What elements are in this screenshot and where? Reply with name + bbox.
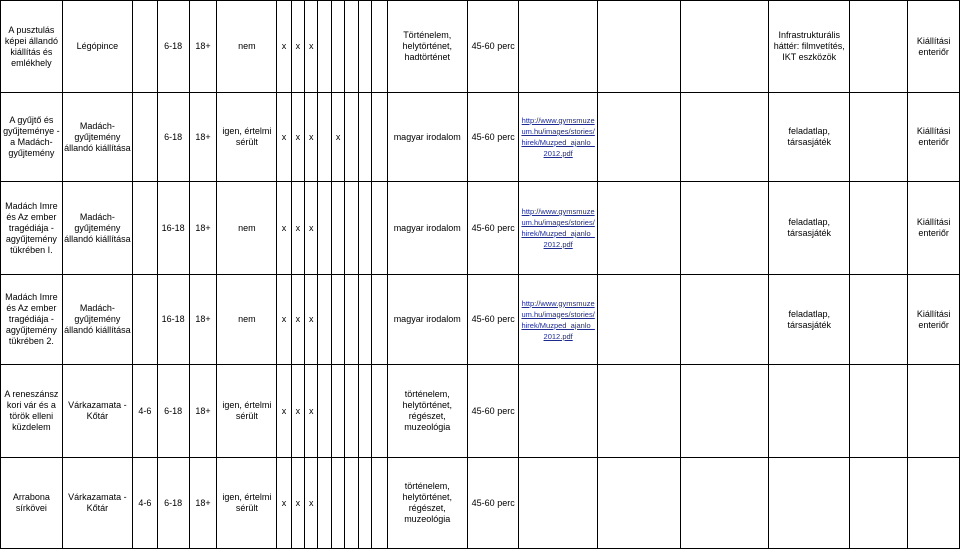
cell-empty — [358, 1, 371, 93]
cell-subject: magyar irodalom — [387, 182, 467, 275]
cell-mark-1: x — [277, 458, 291, 549]
cell-subject: történelem, helytörténet, régészet, muzeológia — [387, 365, 467, 458]
cell-venue: Kiállítási enteriőr — [908, 275, 960, 365]
cell-empty — [318, 275, 331, 365]
cell-mark-1: x — [277, 1, 291, 93]
pdf-link[interactable]: http://www.gymsmuzeum.hu/images/stories/hirek/Muzped_ajanlo_2012.pdf — [521, 298, 595, 341]
cell-mark-1: x — [277, 275, 291, 365]
cell-venue — [908, 365, 960, 458]
cell-empty — [681, 182, 769, 275]
cell-place: Madách-gyűjtemény állandó kiállítása — [62, 93, 132, 182]
cell-mark-3: x — [305, 365, 318, 458]
cell-empty — [372, 365, 387, 458]
cell-duration: 45-60 perc — [467, 275, 519, 365]
cell-duration: 45-60 perc — [467, 365, 519, 458]
cell-empty — [597, 275, 681, 365]
cell-empty — [345, 93, 358, 182]
cell-duration: 45-60 perc — [467, 93, 519, 182]
cell-empty — [850, 275, 908, 365]
cell-topic: Madách Imre és Az ember tragédiája - agyűjtemény tükrében 2. — [1, 275, 63, 365]
cell-venue: Kiállítási enteriőr — [908, 93, 960, 182]
cell-age: 6-18 — [157, 93, 189, 182]
cell-empty — [681, 275, 769, 365]
cell-age: 16-18 — [157, 275, 189, 365]
cell-empty — [597, 93, 681, 182]
cell-age: 6-18 — [157, 458, 189, 549]
cell-access: igen, értelmi sérült — [217, 458, 277, 549]
cell-tools: Infrastrukturális háttér: filmvetítés, IKT eszközök — [768, 1, 849, 93]
cell-empty — [597, 458, 681, 549]
cell-empty — [372, 93, 387, 182]
cell-tools: feladatlap, társasjáték — [768, 275, 849, 365]
cell-empty — [345, 365, 358, 458]
cell-subject: Történelem, helytörténet, hadtörténet — [387, 1, 467, 93]
cell-empty — [597, 365, 681, 458]
table-row — [1, 1, 960, 93]
cell-mark-2: x — [291, 275, 304, 365]
cell-duration: 45-60 perc — [467, 182, 519, 275]
cell-topic: A gyűjtő és gyűjteménye - a Madách-gyűjtemény — [1, 93, 63, 182]
cell-topic: A pusztulás képei állandó kiállítás és emlékhely — [1, 1, 63, 93]
cell-adult: 18+ — [189, 458, 217, 549]
cell-empty — [345, 182, 358, 275]
cell-venue: Kiállítási enteriőr — [908, 182, 960, 275]
cell-empty — [681, 1, 769, 93]
cell-empty — [358, 365, 371, 458]
pdf-link[interactable]: http://www.gymsmuzeum.hu/images/stories/hirek/Muzped_ajanlo_2012.pdf — [521, 116, 595, 158]
cell-empty — [372, 458, 387, 549]
cell-grade — [132, 182, 157, 275]
cell-empty — [318, 182, 331, 275]
cell-adult: 18+ — [189, 275, 217, 365]
cell-empty — [597, 1, 681, 93]
cell-mark-3: x — [305, 1, 318, 93]
cell-mark-4 — [331, 182, 344, 275]
cell-empty — [318, 93, 331, 182]
cell-empty — [850, 365, 908, 458]
cell-empty — [318, 458, 331, 549]
cell-place: Légópince — [62, 1, 132, 93]
cell-link[interactable] — [519, 93, 597, 182]
cell-empty — [345, 458, 358, 549]
cell-mark-2: x — [291, 1, 304, 93]
cell-subject: magyar irodalom — [387, 275, 467, 365]
cell-link — [519, 365, 597, 458]
cell-topic: Arrabona sírkövei — [1, 458, 63, 549]
cell-access: nem — [217, 1, 277, 93]
cell-empty — [681, 458, 769, 549]
cell-mark-2: x — [291, 458, 304, 549]
cell-empty — [358, 458, 371, 549]
cell-tools — [768, 365, 849, 458]
cell-mark-1: x — [277, 365, 291, 458]
cell-empty — [372, 275, 387, 365]
cell-empty — [345, 275, 358, 365]
cell-mark-3: x — [305, 275, 318, 365]
table-row — [1, 182, 960, 275]
cell-empty — [358, 275, 371, 365]
cell-grade — [132, 1, 157, 93]
cell-venue — [908, 458, 960, 549]
table-row — [1, 365, 960, 458]
cell-place: Madách-gyűjtemény állandó kiállítása — [62, 275, 132, 365]
cell-empty — [681, 365, 769, 458]
cell-venue: Kiállítási enteriőr — [908, 1, 960, 93]
cell-mark-4 — [331, 458, 344, 549]
cell-topic: Madách Imre és Az ember tragédiája - agyűjtemény tükrében I. — [1, 182, 63, 275]
cell-empty — [850, 182, 908, 275]
cell-age: 16-18 — [157, 182, 189, 275]
cell-topic: A reneszánsz kori vár és a török elleni küzdelem — [1, 365, 63, 458]
cell-mark-3: x — [305, 458, 318, 549]
table-row — [1, 458, 960, 549]
cell-link[interactable] — [519, 182, 597, 275]
cell-mark-4 — [331, 275, 344, 365]
cell-empty — [597, 182, 681, 275]
cell-empty — [850, 1, 908, 93]
cell-mark-3: x — [305, 93, 318, 182]
cell-tools: feladatlap, társasjáték — [768, 93, 849, 182]
cell-link — [519, 1, 597, 93]
cell-duration: 45-60 perc — [467, 1, 519, 93]
cell-access: nem — [217, 275, 277, 365]
cell-empty — [318, 365, 331, 458]
cell-grade: 4-6 — [132, 458, 157, 549]
cell-empty — [345, 1, 358, 93]
cell-place: Várkazamata - Kőtár — [62, 458, 132, 549]
cell-adult: 18+ — [189, 182, 217, 275]
cell-empty — [681, 93, 769, 182]
cell-mark-4 — [331, 1, 344, 93]
cell-access: igen, értelmi sérült — [217, 93, 277, 182]
cell-adult: 18+ — [189, 93, 217, 182]
cell-grade: 4-6 — [132, 365, 157, 458]
cell-empty — [372, 1, 387, 93]
cell-access: nem — [217, 182, 277, 275]
cell-mark-2: x — [291, 93, 304, 182]
cell-mark-3: x — [305, 182, 318, 275]
cell-grade — [132, 275, 157, 365]
cell-link — [519, 458, 597, 549]
cell-mark-2: x — [291, 365, 304, 458]
cell-empty — [358, 93, 371, 182]
cell-mark-4: x — [331, 93, 344, 182]
cell-link[interactable] — [519, 275, 597, 365]
cell-mark-1: x — [277, 93, 291, 182]
cell-tools: feladatlap, társasjáték — [768, 182, 849, 275]
cell-mark-4 — [331, 365, 344, 458]
cell-tools — [768, 458, 849, 549]
pdf-link[interactable]: http://www.gymsmuzeum.hu/images/stories/hirek/Muzped_ajanlo_2012.pdf — [521, 207, 595, 249]
cell-age: 6-18 — [157, 1, 189, 93]
table-row — [1, 275, 960, 365]
cell-empty — [850, 93, 908, 182]
cell-subject: történelem, helytörténet, régészet, muzeológia — [387, 458, 467, 549]
cell-empty — [372, 182, 387, 275]
cell-mark-2: x — [291, 182, 304, 275]
cell-empty — [850, 458, 908, 549]
cell-age: 6-18 — [157, 365, 189, 458]
cell-adult: 18+ — [189, 365, 217, 458]
cell-access: igen, értelmi sérült — [217, 365, 277, 458]
cell-empty — [358, 182, 371, 275]
cell-place: Várkazamata - Kőtár — [62, 365, 132, 458]
cell-empty — [318, 1, 331, 93]
table-row — [1, 93, 960, 182]
cell-subject: magyar irodalom — [387, 93, 467, 182]
cell-mark-1: x — [277, 182, 291, 275]
cell-grade — [132, 93, 157, 182]
cell-adult: 18+ — [189, 1, 217, 93]
cell-place: Madách-gyűjtemény állandó kiállítása — [62, 182, 132, 275]
cell-duration: 45-60 perc — [467, 458, 519, 549]
